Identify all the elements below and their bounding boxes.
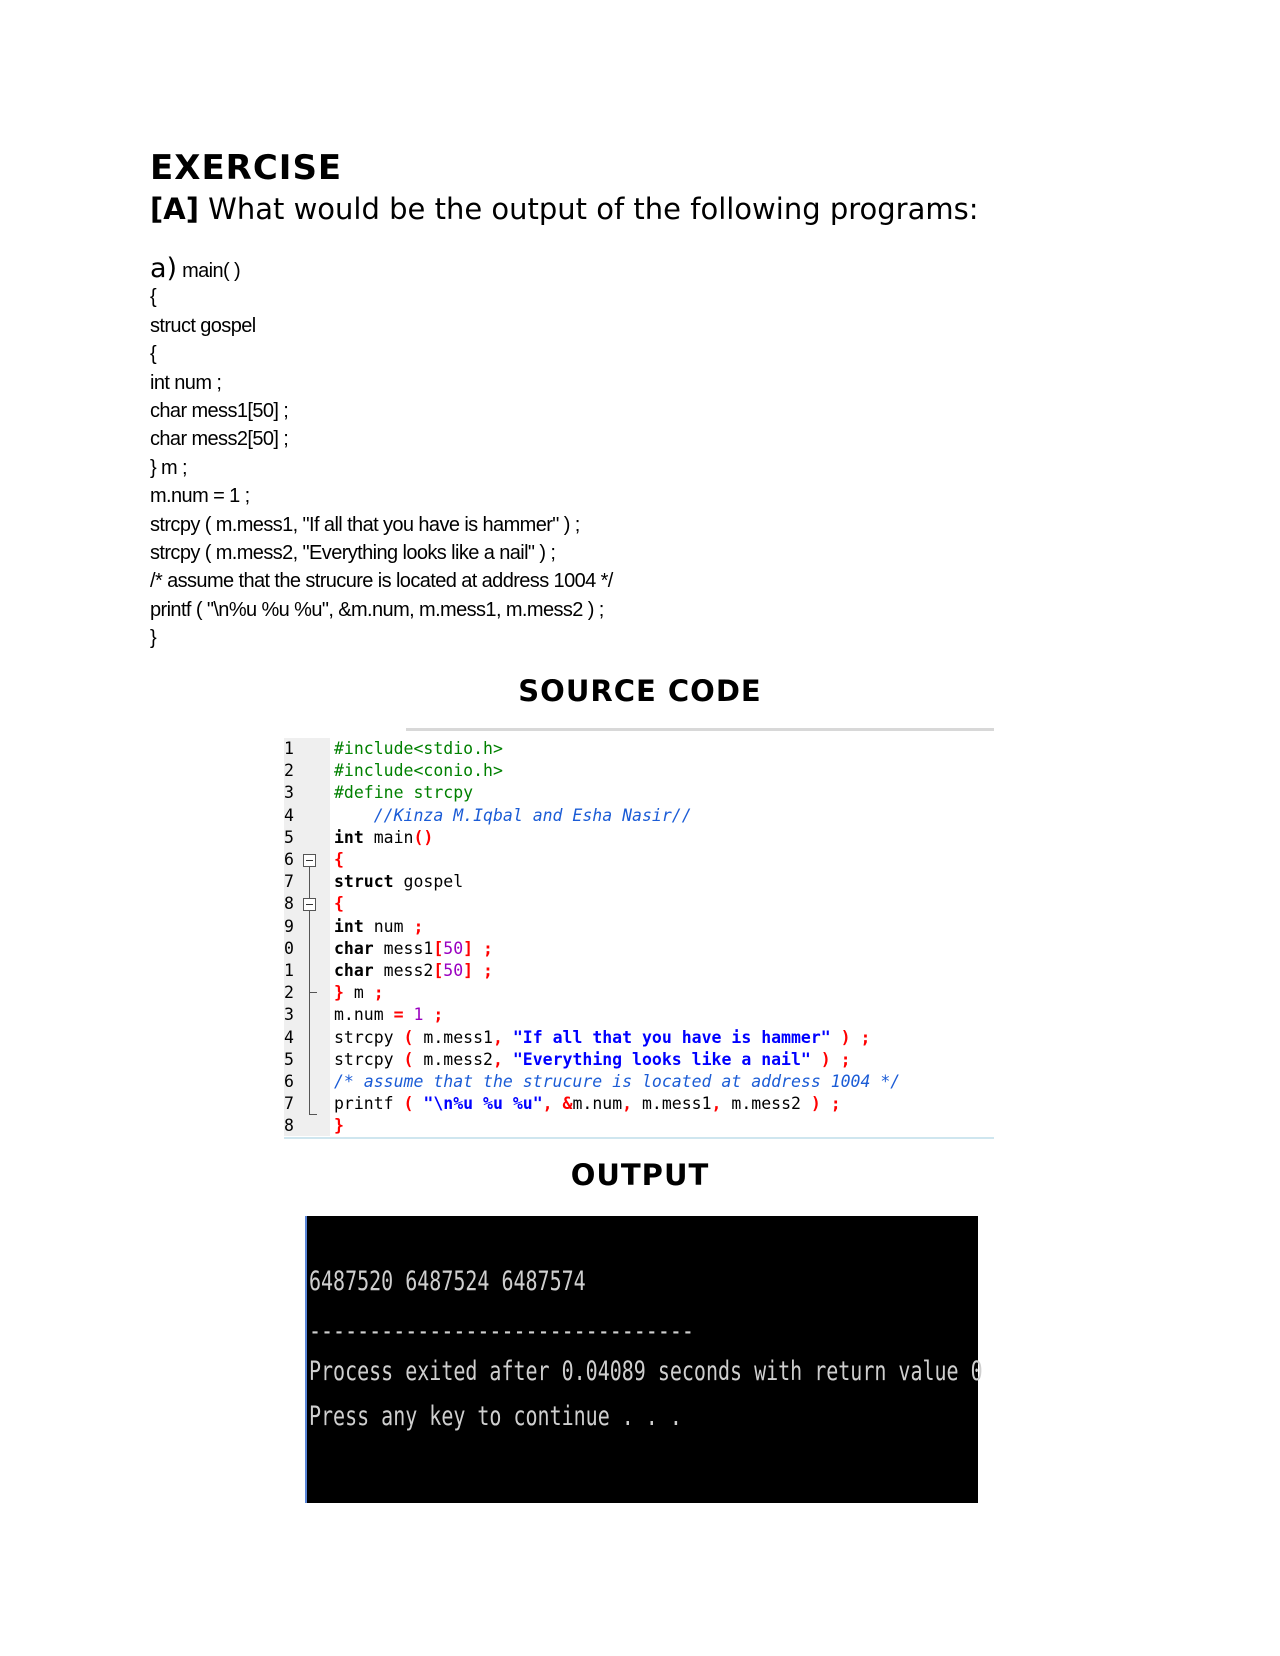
code-token: & [562, 1094, 573, 1114]
console-prompt-line: Press any key to continue . . . [309, 1401, 682, 1432]
editor-code-line [284, 1004, 994, 1026]
code-token: strcpy [334, 1049, 404, 1069]
code-token [811, 1050, 821, 1069]
editor-code-line [284, 760, 994, 782]
code-token [553, 1094, 563, 1113]
code-token: , [492, 1049, 503, 1069]
editor-code-line [284, 738, 994, 760]
code-token: ) ; [820, 1049, 851, 1069]
code-token: ; [433, 1005, 444, 1025]
line-number: 1 [284, 739, 294, 758]
source-code-title: SOURCE CODE [518, 674, 762, 708]
code-token: ; [413, 916, 424, 936]
code-token: printf [334, 1094, 404, 1114]
question-tag: [A] [150, 192, 199, 226]
editor-code-line [284, 871, 994, 893]
line-number: 7 [284, 1094, 294, 1114]
code-token: 50 [443, 938, 464, 958]
line-number: 9 [284, 916, 294, 936]
code-token [503, 1028, 513, 1047]
code-text [334, 1093, 841, 1115]
code-token: ) ; [840, 1027, 871, 1047]
code-token: "If all that you have is hammer" [512, 1027, 831, 1047]
code-token: () [413, 827, 434, 847]
editor-code-line [284, 1071, 994, 1093]
code-token: 50 [443, 961, 464, 980]
line-number: 4 [284, 805, 294, 825]
line-number: 4 [284, 1027, 294, 1047]
code-token: char [334, 938, 374, 958]
line-number: 3 [284, 1005, 294, 1025]
code-token [423, 1005, 433, 1024]
code-text [334, 760, 503, 782]
code-token: , [711, 1094, 722, 1114]
code-token: m.mess2 [413, 1049, 493, 1069]
code-token: int [334, 916, 364, 936]
editor-code-line [284, 849, 994, 871]
code-token: , [622, 1094, 633, 1114]
code-token: #define strcpy [334, 783, 474, 803]
code-text [334, 738, 503, 760]
line-number: 7 [284, 872, 294, 892]
question-text: What would be the output of the following programs: [208, 192, 979, 226]
code-listing [150, 255, 613, 652]
code-token: m.num [334, 1005, 394, 1025]
editor-code-line [284, 1093, 994, 1115]
code-token: ; [373, 983, 384, 1003]
editor-code-line [284, 1049, 994, 1071]
code-token [413, 1094, 423, 1113]
code-token: char [334, 961, 374, 980]
code-token: #include<stdio.h> [334, 739, 503, 758]
code-token: [ [433, 961, 444, 980]
code-text [334, 1049, 851, 1071]
line-number: 8 [284, 1116, 294, 1136]
editor-code-line [284, 1115, 994, 1137]
code-token: strcpy [334, 1027, 404, 1047]
listing-line: { [150, 286, 157, 309]
code-token: { [334, 894, 344, 914]
listing-line: printf ( "\n%u %u %u", &m.num, m.mess1, m.mess2 ) ; [150, 598, 604, 621]
output-title: OUTPUT [570, 1158, 710, 1192]
code-token [831, 1028, 841, 1047]
listing-line: strcpy ( m.mess2, "Everything looks like a nail" ) ; [150, 541, 556, 564]
code-token: ] ; [463, 938, 493, 958]
code-token: main [363, 827, 414, 847]
fold-guide [309, 867, 310, 902]
code-token: , [542, 1094, 553, 1114]
code-text [334, 960, 493, 982]
editor-code-line [284, 805, 994, 827]
code-text [334, 893, 344, 915]
fold-end-mark [309, 992, 317, 993]
code-text [334, 871, 463, 893]
line-number: 6 [284, 1072, 294, 1091]
part-label: a) [150, 253, 178, 284]
code-token [334, 806, 374, 825]
code-token: //Kinza M.Iqbal and Esha Nasir// [373, 805, 692, 825]
exercise-heading: EXERCISE [150, 148, 343, 188]
code-token: m [343, 983, 374, 1003]
code-token: ( [403, 1049, 414, 1069]
code-token: "Everything looks like a nail" [512, 1049, 811, 1069]
fold-toggle-icon[interactable] [303, 854, 316, 867]
listing-line: m.num = 1 ; [150, 485, 250, 508]
listing-line: /* assume that the strucure is located at address 1004 */ [150, 570, 613, 593]
line-number: 6 [284, 850, 294, 869]
line-number: 1 [284, 961, 294, 980]
code-token: m.mess1 [413, 1027, 493, 1047]
console-output-window [305, 1216, 983, 1503]
code-token: ( [403, 1027, 414, 1047]
code-text [334, 1115, 344, 1137]
editor-code-line [284, 938, 994, 960]
code-token: 1 [413, 1005, 424, 1025]
code-text [334, 782, 473, 804]
editor-code-line [284, 916, 994, 938]
listing-line: char mess1[50] ; [150, 399, 289, 422]
editor-bottom-border [284, 1137, 994, 1139]
line-number: 0 [284, 938, 294, 958]
listing-line: int num ; [150, 371, 222, 394]
code-token: m.mess2 [721, 1094, 811, 1114]
line-number: 3 [284, 783, 294, 803]
code-text [334, 938, 493, 960]
code-token: "\n%u %u %u" [423, 1094, 543, 1114]
question-line [150, 192, 979, 226]
code-token: gospel [393, 872, 464, 892]
code-token: { [334, 850, 344, 869]
editor-code-line [284, 982, 994, 1004]
editor-code-line [284, 960, 994, 982]
code-token: #include<conio.h> [334, 761, 503, 781]
code-text [334, 1004, 443, 1026]
editor-code-line [284, 1027, 994, 1049]
editor-code-line [284, 827, 994, 849]
fold-end-mark [309, 1114, 317, 1115]
code-token: = [393, 1005, 404, 1025]
code-text [334, 1071, 900, 1093]
editor-code-line [284, 893, 994, 915]
listing-text: main( ) [182, 260, 241, 282]
line-number: 2 [284, 761, 294, 781]
editor-top-border [406, 728, 994, 731]
listing-line: } [150, 627, 157, 650]
editor-code-line [284, 782, 994, 804]
code-token: /* assume that the strucure is located at address 1004 */ [334, 1072, 901, 1091]
code-token: ( [403, 1094, 414, 1114]
fold-toggle-icon[interactable] [303, 898, 316, 911]
code-token: mess2 [373, 961, 434, 980]
code-token: } [334, 983, 344, 1003]
line-number: 2 [284, 983, 294, 1003]
listing-line: strcpy ( m.mess1, "If all that you have is hammer" ) ; [150, 513, 580, 536]
source-code-screenshot [284, 728, 994, 1139]
code-token: num [363, 916, 414, 936]
line-number: 8 [284, 894, 294, 914]
fold-guide [309, 911, 310, 1114]
code-token: mess1 [373, 938, 434, 958]
console-exit-line: Process exited after 0.04089 seconds with return value 0 [309, 1356, 983, 1387]
listing-line: struct gospel [150, 314, 256, 337]
code-token: ] ; [463, 961, 493, 980]
console-separator: -------------------------------- [309, 1316, 694, 1347]
code-text [334, 827, 433, 849]
code-token: } [334, 1116, 344, 1136]
code-text [334, 982, 384, 1004]
code-text [334, 805, 692, 827]
code-text [334, 916, 423, 938]
code-token [404, 1005, 414, 1024]
code-token: m.mess1 [632, 1094, 712, 1114]
code-token: struct [334, 872, 394, 892]
code-token: ) ; [810, 1094, 841, 1114]
listing-line: char mess2[50] ; [150, 428, 289, 451]
code-token [503, 1050, 513, 1069]
code-token: [ [433, 938, 444, 958]
code-token: m.num [572, 1094, 623, 1114]
code-token: int [334, 827, 364, 847]
line-number: 5 [284, 1049, 294, 1069]
console-output-line: 6487520 6487524 6487574 [309, 1266, 586, 1297]
listing-line [150, 255, 613, 283]
listing-line: } m ; [150, 456, 188, 479]
listing-line: { [150, 343, 157, 366]
line-number: 5 [284, 827, 294, 847]
code-token: , [492, 1027, 503, 1047]
code-text [334, 849, 344, 871]
code-text [334, 1027, 870, 1049]
